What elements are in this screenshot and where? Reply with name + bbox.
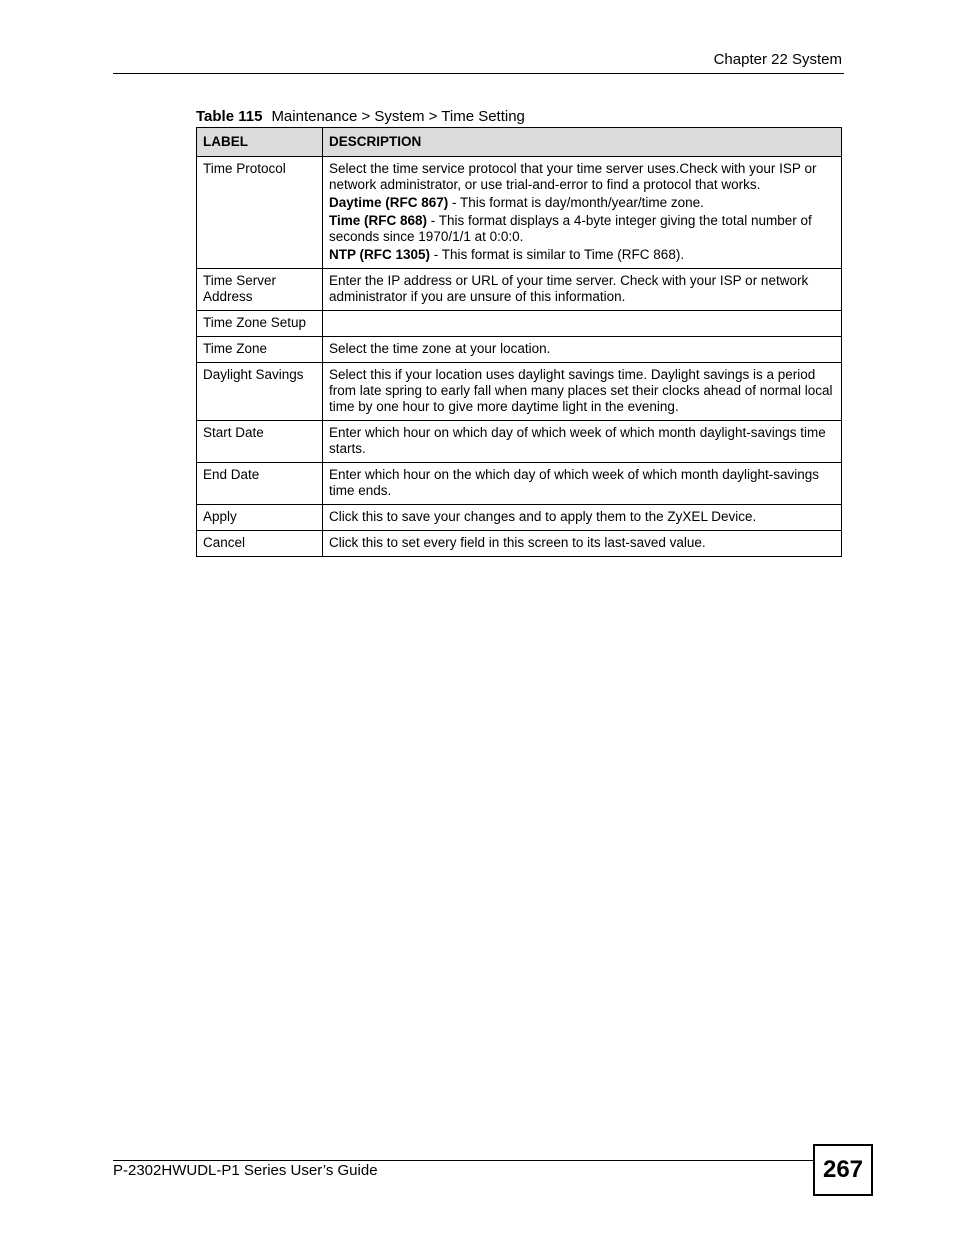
table-header-row (197, 128, 842, 157)
row-label: Time Zone (197, 337, 323, 363)
table-row (197, 531, 842, 557)
row-description (323, 337, 842, 363)
table-row (197, 269, 842, 311)
row-label: Cancel (197, 531, 323, 557)
table-row (197, 363, 842, 421)
description-paragraph (329, 161, 835, 193)
description-column-header: DESCRIPTION (323, 128, 842, 157)
row-label: Time Zone Setup (197, 311, 323, 337)
table-caption (196, 108, 525, 125)
description-text: - This format is day/month/year/time zone. (448, 195, 704, 210)
row-label: End Date (197, 463, 323, 505)
table-title: Maintenance > System > Time Setting (271, 108, 525, 125)
table-row (197, 463, 842, 505)
description-paragraph (329, 273, 835, 305)
table-row (197, 311, 842, 337)
row-description (323, 421, 842, 463)
description-paragraph (329, 509, 835, 525)
description-text: Enter the IP address or URL of your time server. Check with your ISP or network administrator if you are unsure of this information. (329, 273, 809, 304)
row-label: Start Date (197, 421, 323, 463)
table-row (197, 337, 842, 363)
row-description (323, 505, 842, 531)
table-row (197, 505, 842, 531)
description-paragraph (329, 425, 835, 457)
row-description (323, 531, 842, 557)
row-description (323, 311, 842, 337)
table-row (197, 157, 842, 269)
table-number: Table 115 (196, 108, 263, 125)
table-row (197, 421, 842, 463)
chapter-header: Chapter 22 System (713, 51, 842, 68)
description-text: - This format displays a 4-byte integer giving the total number of seconds since 1970/1/1 at 0:0:0. (329, 213, 812, 244)
description-text: Enter which hour on the which day of which week of which month daylight-savings time ends. (329, 467, 820, 498)
row-label: Daylight Savings (197, 363, 323, 421)
header-divider (113, 73, 844, 74)
description-text: Select the time service protocol that your time server uses.Check with your ISP or network administrator, or use trial-and-error to find a protocol that works. (329, 161, 817, 192)
footer-divider (113, 1160, 813, 1161)
description-text: - This format is similar to Time (RFC 868). (430, 247, 685, 262)
description-paragraph (329, 195, 835, 211)
table-body (197, 157, 842, 557)
description-paragraph (329, 467, 835, 499)
row-description (323, 363, 842, 421)
description-paragraph (329, 535, 835, 551)
row-label: Time Server Address (197, 269, 323, 311)
description-paragraph (329, 341, 835, 357)
row-description (323, 157, 842, 269)
protocol-name: Time (RFC 868) (329, 213, 428, 228)
row-label: Apply (197, 505, 323, 531)
description-paragraph (329, 247, 835, 263)
row-description (323, 269, 842, 311)
description-text: Click this to set every field in this screen to its last-saved value. (329, 535, 706, 550)
page-number: 267 (813, 1144, 873, 1196)
description-text: Select the time zone at your location. (329, 341, 551, 356)
description-text: Select this if your location uses daylight savings time. Daylight savings is a period from late spring to early fall when many places set their clocks ahead of normal local time by one hour to give more daytime light in the evening. (329, 367, 833, 414)
description-text: Enter which hour on which day of which week of which month daylight-savings time starts. (329, 425, 826, 456)
protocol-name: NTP (RFC 1305) (329, 247, 431, 262)
description-text: Click this to save your changes and to apply them to the ZyXEL Device. (329, 509, 757, 524)
protocol-name: Daytime (RFC 867) (329, 195, 449, 210)
guide-title: P-2302HWUDL-P1 Series User’s Guide (113, 1162, 378, 1179)
description-paragraph (329, 213, 835, 245)
settings-table (196, 127, 842, 557)
description-paragraph (329, 367, 835, 415)
row-label: Time Protocol (197, 157, 323, 269)
row-description (323, 463, 842, 505)
label-column-header: LABEL (197, 128, 323, 157)
